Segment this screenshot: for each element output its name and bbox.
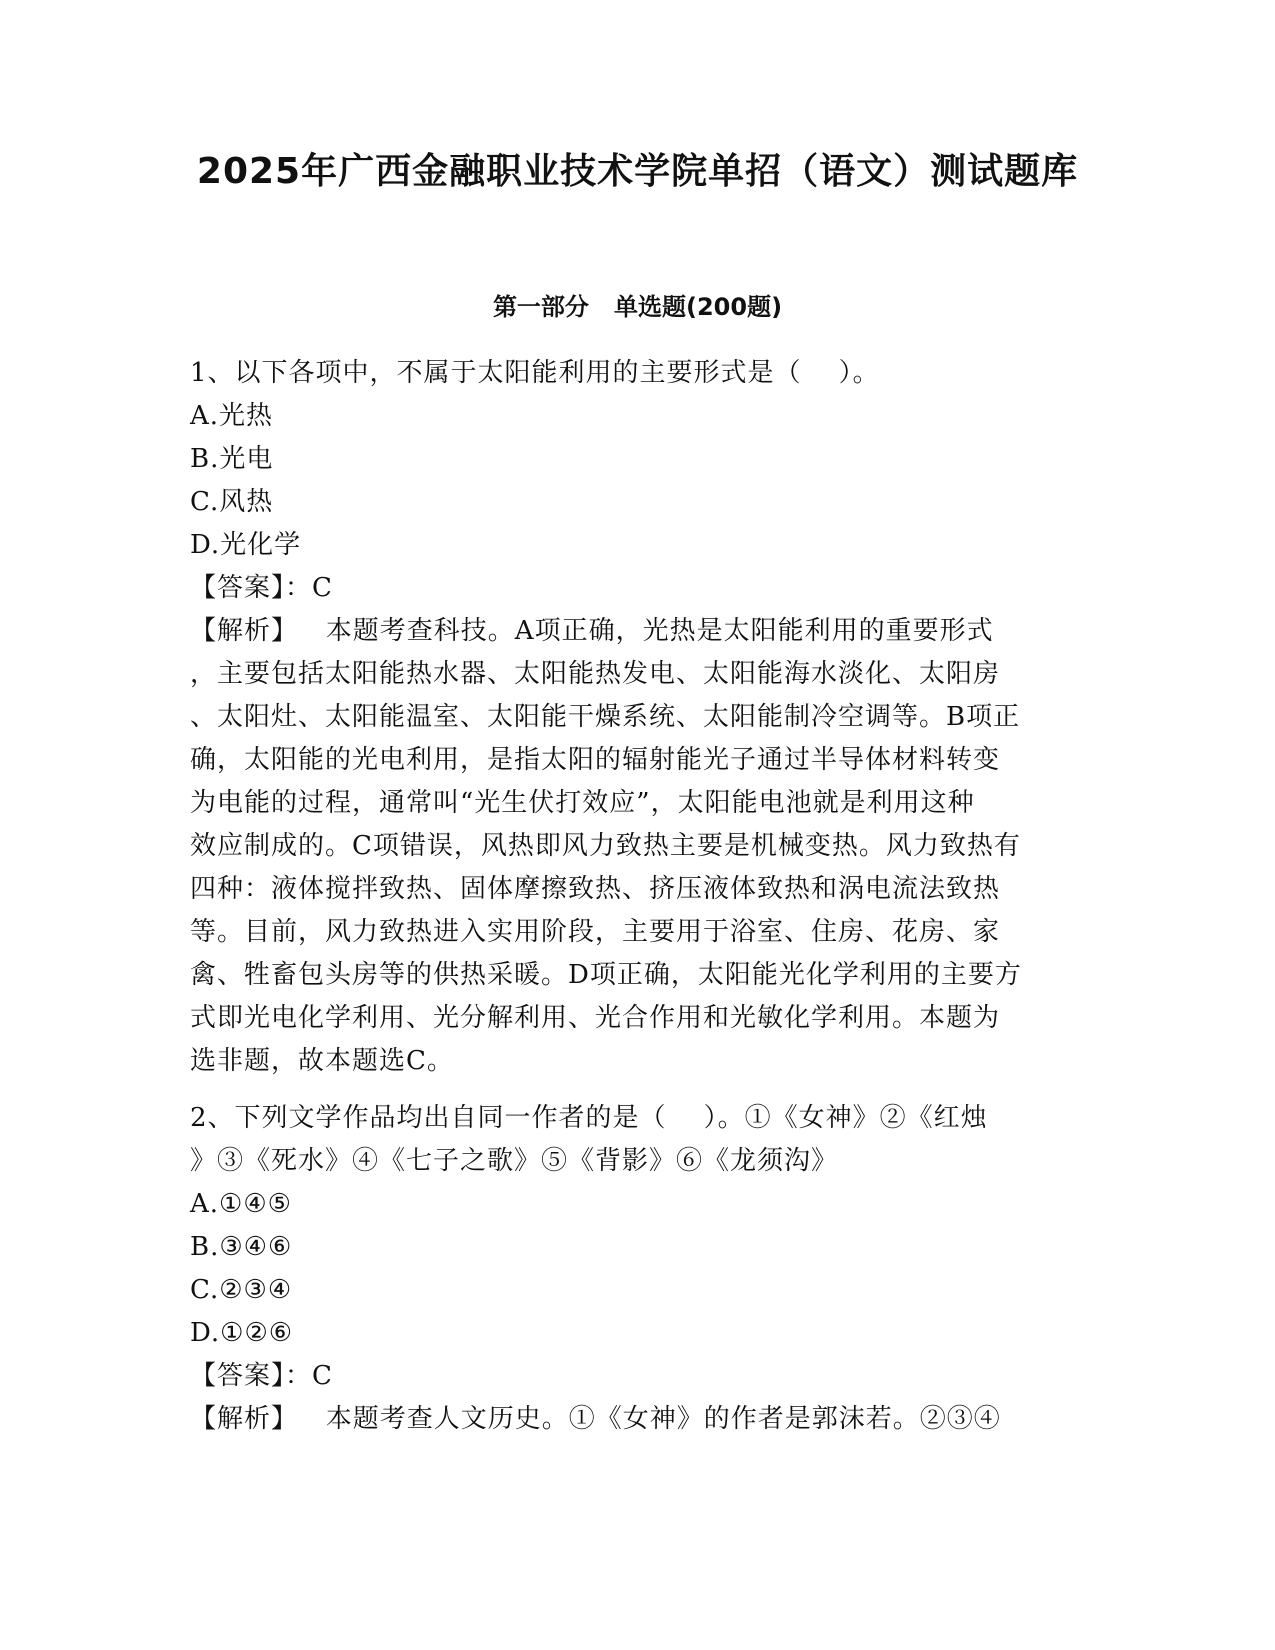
explanation-line: 为电能的过程，通常叫“光生伏打效应”，太阳能电池就是利用这种 [190, 788, 975, 818]
question-stem: 1、以下各项中，不属于太阳能利用的主要形式是（ ）。 [190, 358, 880, 388]
explanation-line: 等。目前，风力致热进入实用阶段，主要用于浴室、住房、花房、家 [190, 917, 1001, 947]
section-title: 第一部分 单选题(200题) [492, 293, 783, 321]
explanation-line: 禽、牲畜包头房等的供热采暖。D项正确，太阳能光化学利用的主要方 [190, 960, 1022, 990]
explanation-line: 【解析】 本题考查人文历史。①《女神》的作者是郭沫若。②③④ [190, 1404, 1001, 1434]
option-b: B.③④⑥ [190, 1232, 293, 1262]
explanation-line: 、太阳灶、太阳能温室、太阳能干燥系统、太阳能制冷空调等。B项正 [190, 702, 1021, 732]
explanation-line: 选非题，故本题选C。 [190, 1046, 454, 1076]
option-a: A.光热 [190, 401, 274, 431]
question-list [190, 352, 1075, 1441]
question-stem: 2、下列文学作品均出自同一作者的是（ ）。①《女神》②《红烛 [190, 1103, 988, 1133]
explanation-line: ，主要包括太阳能热水器、太阳能热发电、太阳能海水淡化、太阳房 [190, 659, 1001, 689]
document-title: 2025年广西金融职业技术学院单招（语文）测试题库 [196, 151, 1079, 192]
question-gap [190, 1083, 1075, 1097]
option-d: D.①②⑥ [190, 1318, 294, 1348]
option-c: C.风热 [190, 487, 274, 517]
option-c: C.②③④ [190, 1275, 293, 1305]
explanation-line: 式即光电化学利用、光分解利用、光合作用和光敏化学利用。本题为 [190, 1003, 1001, 1033]
explanation-line: 确，太阳能的光电利用，是指太阳的辐射能光子通过半导体材料转变 [190, 745, 1001, 775]
question-block [190, 1097, 1075, 1441]
explanation-line: 四种：液体搅拌致热、固体摩擦致热、挤压液体致热和涡电流法致热 [190, 874, 1001, 904]
question-stem: 》③《死水》④《七子之歌》⑤《背影》⑥《龙须沟》 [190, 1146, 839, 1176]
option-b: B.光电 [190, 444, 274, 474]
option-d: D.光化学 [190, 530, 302, 560]
answer-line: 【答案】：C [190, 573, 333, 603]
question-block [190, 352, 1075, 1083]
explanation-line: 效应制成的。C项错误，风热即风力致热主要是机械变热。风力致热有 [190, 831, 1021, 861]
option-a: A.①④⑤ [190, 1189, 292, 1219]
answer-line: 【答案】：C [190, 1361, 333, 1391]
explanation-line: 【解析】 本题考查科技。A项正确，光热是太阳能利用的重要形式 [190, 616, 994, 646]
